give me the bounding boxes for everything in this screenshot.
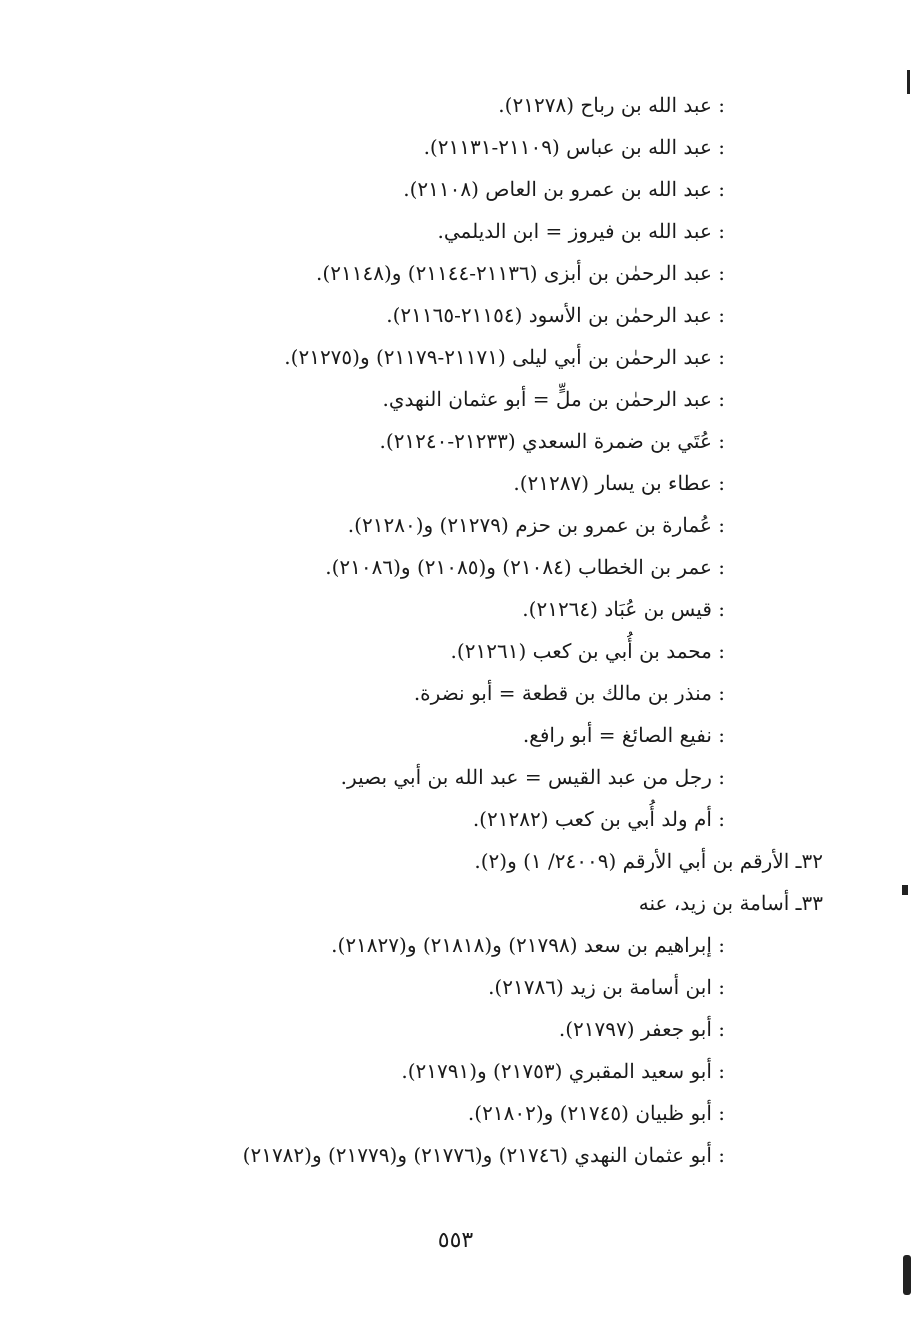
entry-text: : عبد الله بن عباس (٢١١٠٩-٢١١٣١). bbox=[423, 135, 725, 159]
entry-text: : عُتَي بن ضمرة السعدي (٢١٢٣٣-٢١٢٤٠). bbox=[379, 429, 725, 453]
entry-text: : قيس بن عُبَاد (٢١٢٦٤). bbox=[522, 597, 725, 621]
entry-text: : منذر بن مالك بن قطعة = أبو نضرة. bbox=[413, 681, 725, 705]
entry-text: : عبد الله بن فيروز = ابن الديلمي. bbox=[437, 219, 725, 243]
entry-text: : أم ولد أُبي بن كعب (٢١٢٨٢). bbox=[472, 807, 725, 831]
index-entry bbox=[348, 504, 725, 546]
entry-text: : عمر بن الخطاب (٢١٠٨٤) و(٢١٠٨٥) و(٢١٠٨٦). bbox=[325, 555, 725, 579]
entry-text: : أبو عثمان النهدي (٢١٧٤٦) و(٢١٧٧٦) و(٢١٧٧٩) و(٢١٧٨٢) bbox=[242, 1143, 725, 1167]
index-entry bbox=[451, 630, 725, 672]
entry-text: : إبراهيم بن سعد (٢١٧٩٨) و(٢١٨١٨) و(٢١٨٢٧). bbox=[331, 933, 725, 957]
index-entry bbox=[316, 252, 725, 294]
entry-text: : رجل من عبد القيس = عبد الله بن أبي بصير. bbox=[340, 765, 725, 789]
index-entry bbox=[341, 756, 725, 798]
index-entry bbox=[414, 672, 725, 714]
heading-text: ٣٢ـ الأرقم بن أبي الأرقم (٢٤٠٠٩/ ١) و(٢). bbox=[474, 849, 823, 873]
index-entry bbox=[403, 168, 725, 210]
numbered-heading bbox=[474, 840, 823, 882]
index-entry bbox=[331, 924, 725, 966]
index-entry bbox=[325, 546, 725, 588]
entry-text: : عبد الرحمٰن بن أبي ليلى (٢١١٧١-٢١١٧٩) و(٢١٢٧٥). bbox=[284, 345, 725, 369]
index-entry bbox=[513, 462, 725, 504]
scan-mark bbox=[907, 70, 910, 94]
entry-text: : أبو جعفر (٢١٧٩٧). bbox=[558, 1017, 725, 1041]
entry-text: : عبد الرحمٰن بن أبزى (٢١١٣٦-٢١١٤٤) و(٢١١٤٨). bbox=[316, 261, 725, 285]
entry-text: : أبو سعيد المقبري (٢١٧٥٣) و(٢١٧٩١). bbox=[401, 1059, 725, 1083]
index-entry bbox=[383, 378, 726, 420]
entry-text: : نفيع الصائغ = أبو رافع. bbox=[522, 723, 725, 747]
entry-text: : عبد الرحمٰن بن الأسود (٢١١٥٤-٢١١٦٥). bbox=[386, 303, 725, 327]
entry-text: : محمد بن أُبي بن كعب (٢١٢٦١). bbox=[450, 639, 725, 663]
index-entry bbox=[488, 966, 725, 1008]
entry-text: : عبد الرحمٰن بن ملٍّ = أبو عثمان النهدي. bbox=[382, 387, 725, 411]
scan-mark bbox=[902, 885, 908, 895]
index-entry bbox=[498, 84, 725, 126]
index-entry bbox=[473, 798, 725, 840]
entry-text: : أبو ظبيان (٢١٧٤٥) و(٢١٨٠٢). bbox=[467, 1101, 725, 1125]
entry-text: : عُمارة بن عمرو بن حزم (٢١٢٧٩) و(٢١٢٨٠). bbox=[347, 513, 725, 537]
index-entry bbox=[559, 1008, 725, 1050]
index-entry bbox=[243, 1134, 725, 1176]
index-entry bbox=[401, 1050, 725, 1092]
page-number: ٥٥٣ bbox=[437, 1228, 474, 1253]
index-entry bbox=[386, 294, 725, 336]
entry-text: : عبد الله بن عمرو بن العاص (٢١١٠٨). bbox=[403, 177, 725, 201]
index-entry bbox=[424, 126, 725, 168]
scan-mark bbox=[903, 1255, 911, 1295]
index-entry bbox=[438, 210, 725, 252]
heading-text: ٣٣ـ أسامة بن زيد، عنه bbox=[638, 891, 823, 915]
index-entry bbox=[523, 714, 725, 756]
entry-text: : ابن أسامة بن زيد (٢١٧٨٦). bbox=[488, 975, 725, 999]
index-entry bbox=[284, 336, 725, 378]
index-entry bbox=[522, 588, 725, 630]
index-entry bbox=[468, 1092, 725, 1134]
index-entry bbox=[380, 420, 725, 462]
numbered-heading bbox=[639, 882, 823, 924]
entry-text: : عبد الله بن رباح (٢١٢٧٨). bbox=[498, 93, 725, 117]
entry-text: : عطاء بن يسار (٢١٢٨٧). bbox=[513, 471, 725, 495]
